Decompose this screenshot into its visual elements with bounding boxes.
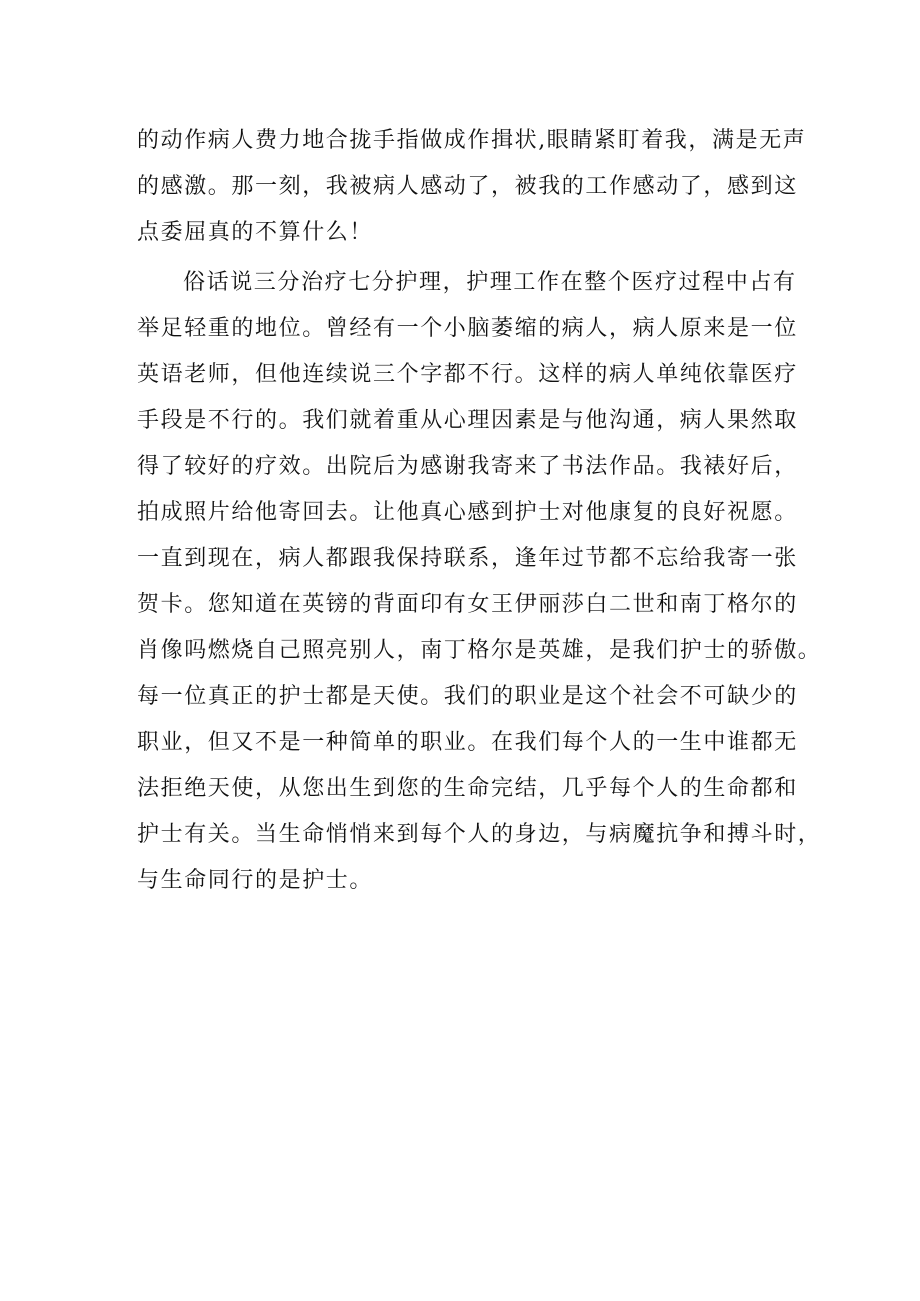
text-line: 一直到现在，病人都跟我保持联系，逢年过节都不忘给我寄一张 [137,546,798,571]
text-line: 与生命同行的是护士。 [137,868,374,893]
paragraph-2 [137,260,822,904]
text-line: 拍成照片给他寄回去。让他真心感到护士对他康复的良好祝愿。 [137,500,798,525]
text-line: 职业，但又不是一种简单的职业。在我们每个人的一生中谁都无 [137,730,798,755]
paragraph-1 [137,118,817,256]
text-line: 的感激。那一刻，我被病人感动了，被我的工作感动了，感到这 [137,174,798,199]
text-line: 俗话说三分治疗七分护理，护理工作在整个医疗过程中占有 [183,270,797,295]
text-line: 法拒绝天使，从您出生到您的生命完结，几乎每个人的生命都和 [137,776,798,801]
text-line: 英语老师，但他连续说三个字都不行。这样的病人单纯依靠医疗 [137,362,798,387]
text-line: 贺卡。您知道在英镑的背面印有女王伊丽莎白二世和南丁格尔的 [137,592,798,617]
text-line: 点委屈真的不算什么！ [137,220,374,245]
text-line: 肖像吗燃烧自己照亮别人，南丁格尔是英雄，是我们护士的骄傲。 [137,638,822,663]
text-line: 的动作病人费力地合拢手指做成作揖状,眼睛紧盯着我，满是无声 [137,128,807,153]
text-line: 护士有关。当生命悄悄来到每个人的身边，与病魔抗争和搏斗时， [137,822,822,847]
text-line: 每一位真正的护士都是天使。我们的职业是这个社会不可缺少的 [137,684,798,709]
document-body [137,118,822,904]
text-line: 得了较好的疗效。出院后为感谢我寄来了书法作品。我裱好后， [137,454,798,479]
text-line: 举足轻重的地位。曾经有一个小脑萎缩的病人，病人原来是一位 [137,316,798,341]
text-line: 手段是不行的。我们就着重从心理因素是与他沟通，病人果然取 [137,408,798,433]
